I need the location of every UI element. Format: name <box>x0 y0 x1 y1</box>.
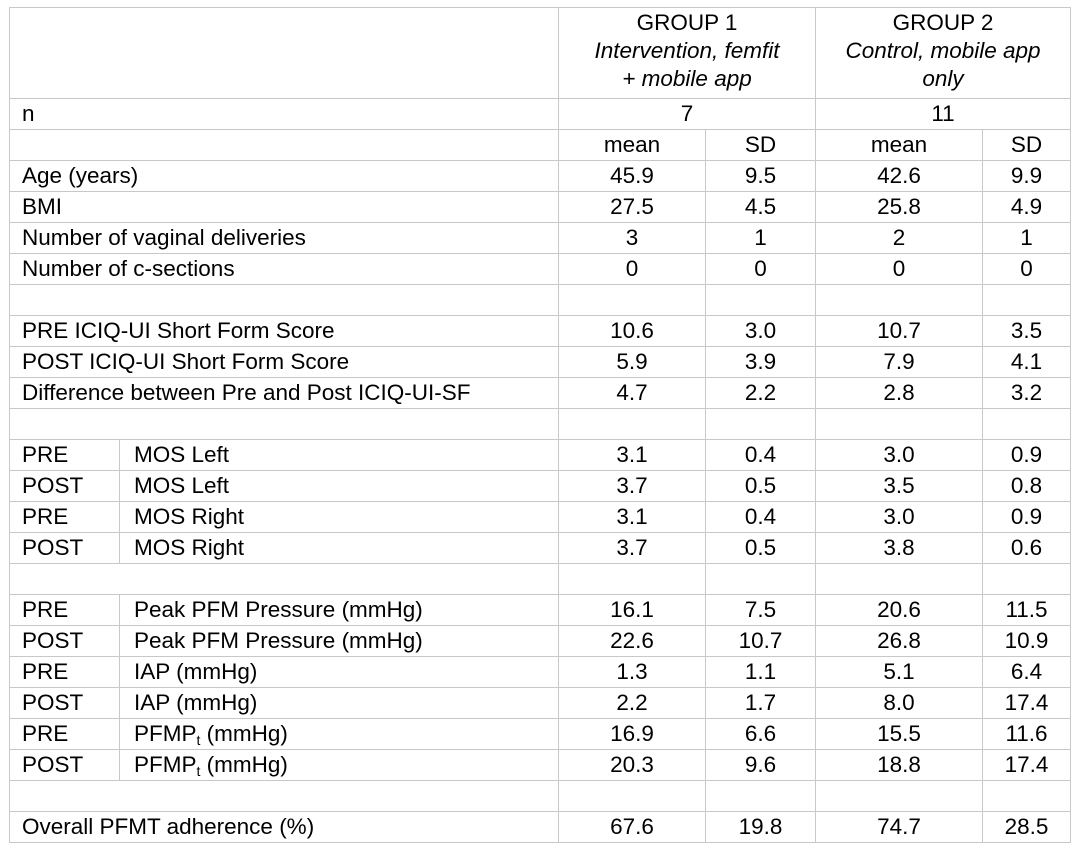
value-cell: 11.6 <box>983 719 1071 750</box>
row-label: BMI <box>10 192 559 223</box>
phase-label: PRE <box>10 440 120 471</box>
phase-label: POST <box>10 626 120 657</box>
group-1-mean-header: mean <box>559 130 706 161</box>
table-row <box>10 812 1071 843</box>
value-cell: 3.0 <box>816 502 983 533</box>
value-cell: 5.9 <box>559 347 706 378</box>
phase-label: POST <box>10 533 120 564</box>
value-cell: 3.8 <box>816 533 983 564</box>
group-2-n: 11 <box>816 99 1071 130</box>
table-row <box>10 533 1071 564</box>
value-cell: 0 <box>559 254 706 285</box>
group-header-row <box>10 8 1071 99</box>
value-cell: 0 <box>816 254 983 285</box>
value-cell: 3.5 <box>983 316 1071 347</box>
value-cell: 25.8 <box>816 192 983 223</box>
spacer-row <box>10 781 1071 812</box>
header-empty-cell <box>10 8 559 99</box>
table-row <box>10 595 1071 626</box>
row-label: Number of vaginal deliveries <box>10 223 559 254</box>
value-cell: 9.9 <box>983 161 1071 192</box>
group-1-subtitle-line2: + mobile app <box>622 66 752 91</box>
value-cell: 11.5 <box>983 595 1071 626</box>
value-cell: 4.9 <box>983 192 1071 223</box>
value-cell: 6.6 <box>706 719 816 750</box>
group-2-mean-header: mean <box>816 130 983 161</box>
value-cell: 28.5 <box>983 812 1071 843</box>
value-cell: 1.7 <box>706 688 816 719</box>
value-cell: 2.8 <box>816 378 983 409</box>
value-cell: 3.5 <box>816 471 983 502</box>
group-2-sd-header: SD <box>983 130 1071 161</box>
group-1-subtitle-line1: Intervention, femfit <box>594 38 780 63</box>
value-cell: 3.1 <box>559 440 706 471</box>
value-cell: 42.6 <box>816 161 983 192</box>
table-row <box>10 626 1071 657</box>
value-cell: 1 <box>706 223 816 254</box>
row-label: MOS Right <box>120 533 559 564</box>
value-cell: 17.4 <box>983 688 1071 719</box>
spacer-row <box>10 409 1071 440</box>
phase-label: PRE <box>10 657 120 688</box>
table-row <box>10 440 1071 471</box>
row-label: POST ICIQ-UI Short Form Score <box>10 347 559 378</box>
value-cell: 8.0 <box>816 688 983 719</box>
value-cell: 10.6 <box>559 316 706 347</box>
value-cell: 0 <box>706 254 816 285</box>
value-cell: 18.8 <box>816 750 983 781</box>
phase-label: PRE <box>10 719 120 750</box>
value-cell: 3.7 <box>559 471 706 502</box>
group-1-n: 7 <box>559 99 816 130</box>
value-cell: 1.1 <box>706 657 816 688</box>
group-2-header <box>816 8 1071 99</box>
value-cell: 0.5 <box>706 471 816 502</box>
row-label: IAP (mmHg) <box>120 657 559 688</box>
row-label: Peak PFM Pressure (mmHg) <box>120 595 559 626</box>
table-row <box>10 223 1071 254</box>
value-cell: 45.9 <box>559 161 706 192</box>
value-cell: 3.2 <box>983 378 1071 409</box>
row-label: IAP (mmHg) <box>120 688 559 719</box>
group-2-subtitle-line1: Control, mobile app <box>845 38 1041 63</box>
row-label: MOS Right <box>120 502 559 533</box>
value-cell: 0.4 <box>706 502 816 533</box>
value-cell: 0.9 <box>983 440 1071 471</box>
value-cell: 3.0 <box>816 440 983 471</box>
value-cell: 0.6 <box>983 533 1071 564</box>
value-cell: 3.9 <box>706 347 816 378</box>
value-cell: 1 <box>983 223 1071 254</box>
table-row <box>10 657 1071 688</box>
table-row <box>10 471 1071 502</box>
value-cell: 22.6 <box>559 626 706 657</box>
value-cell: 10.7 <box>706 626 816 657</box>
table-row <box>10 192 1071 223</box>
row-label: Overall PFMT adherence (%) <box>10 812 559 843</box>
table-row <box>10 688 1071 719</box>
value-cell: 3.7 <box>559 533 706 564</box>
value-cell: 2.2 <box>559 688 706 719</box>
row-label: MOS Left <box>120 471 559 502</box>
value-cell: 4.7 <box>559 378 706 409</box>
group-2-title: GROUP 2 <box>892 10 994 35</box>
value-cell: 20.6 <box>816 595 983 626</box>
table-row <box>10 719 1071 750</box>
group-1-title: GROUP 1 <box>636 10 738 35</box>
phase-label: POST <box>10 688 120 719</box>
row-label: Age (years) <box>10 161 559 192</box>
table-row <box>10 161 1071 192</box>
spacer-row <box>10 285 1071 316</box>
row-label: Number of c-sections <box>10 254 559 285</box>
value-cell: 10.7 <box>816 316 983 347</box>
value-cell: 15.5 <box>816 719 983 750</box>
value-cell: 2.2 <box>706 378 816 409</box>
value-cell: 4.1 <box>983 347 1071 378</box>
value-cell: 4.5 <box>706 192 816 223</box>
value-cell: 0.4 <box>706 440 816 471</box>
n-label: n <box>10 99 559 130</box>
value-cell: 9.5 <box>706 161 816 192</box>
value-cell: 0.5 <box>706 533 816 564</box>
value-cell: 1.3 <box>559 657 706 688</box>
value-cell: 7.9 <box>816 347 983 378</box>
phase-label: PRE <box>10 595 120 626</box>
table-row <box>10 750 1071 781</box>
n-row <box>10 99 1071 130</box>
value-cell: 2 <box>816 223 983 254</box>
table-row <box>10 378 1071 409</box>
value-cell: 7.5 <box>706 595 816 626</box>
value-cell: 6.4 <box>983 657 1071 688</box>
table-row <box>10 254 1071 285</box>
table-row <box>10 502 1071 533</box>
value-cell: 3 <box>559 223 706 254</box>
group-1-sd-header: SD <box>706 130 816 161</box>
value-cell: 74.7 <box>816 812 983 843</box>
value-cell: 3.1 <box>559 502 706 533</box>
value-cell: 19.8 <box>706 812 816 843</box>
value-cell: 0.8 <box>983 471 1071 502</box>
value-cell: 0.9 <box>983 502 1071 533</box>
value-cell: 9.6 <box>706 750 816 781</box>
value-cell: 17.4 <box>983 750 1071 781</box>
table-row <box>10 316 1071 347</box>
row-label: PRE ICIQ-UI Short Form Score <box>10 316 559 347</box>
row-label: $PFMP_t$ (mmHg) <box>120 750 559 781</box>
results-table <box>9 7 1071 843</box>
row-label: Difference between Pre and Post ICIQ-UI-SF <box>10 378 559 409</box>
phase-label: POST <box>10 750 120 781</box>
value-cell: 10.9 <box>983 626 1071 657</box>
row-label: Peak PFM Pressure (mmHg) <box>120 626 559 657</box>
phase-label: PRE <box>10 502 120 533</box>
row-label: MOS Left <box>120 440 559 471</box>
value-cell: 27.5 <box>559 192 706 223</box>
table-row <box>10 347 1071 378</box>
spacer-row <box>10 564 1071 595</box>
value-cell: 5.1 <box>816 657 983 688</box>
value-cell: 20.3 <box>559 750 706 781</box>
value-cell: 26.8 <box>816 626 983 657</box>
value-cell: 0 <box>983 254 1071 285</box>
group-2-subtitle-line2: only <box>922 66 964 91</box>
group-1-header <box>559 8 816 99</box>
value-cell: 16.9 <box>559 719 706 750</box>
stat-header-row <box>10 130 1071 161</box>
value-cell: 16.1 <box>559 595 706 626</box>
value-cell: 67.6 <box>559 812 706 843</box>
row-label: $PFMP_t$ (mmHg) <box>120 719 559 750</box>
phase-label: POST <box>10 471 120 502</box>
value-cell: 3.0 <box>706 316 816 347</box>
